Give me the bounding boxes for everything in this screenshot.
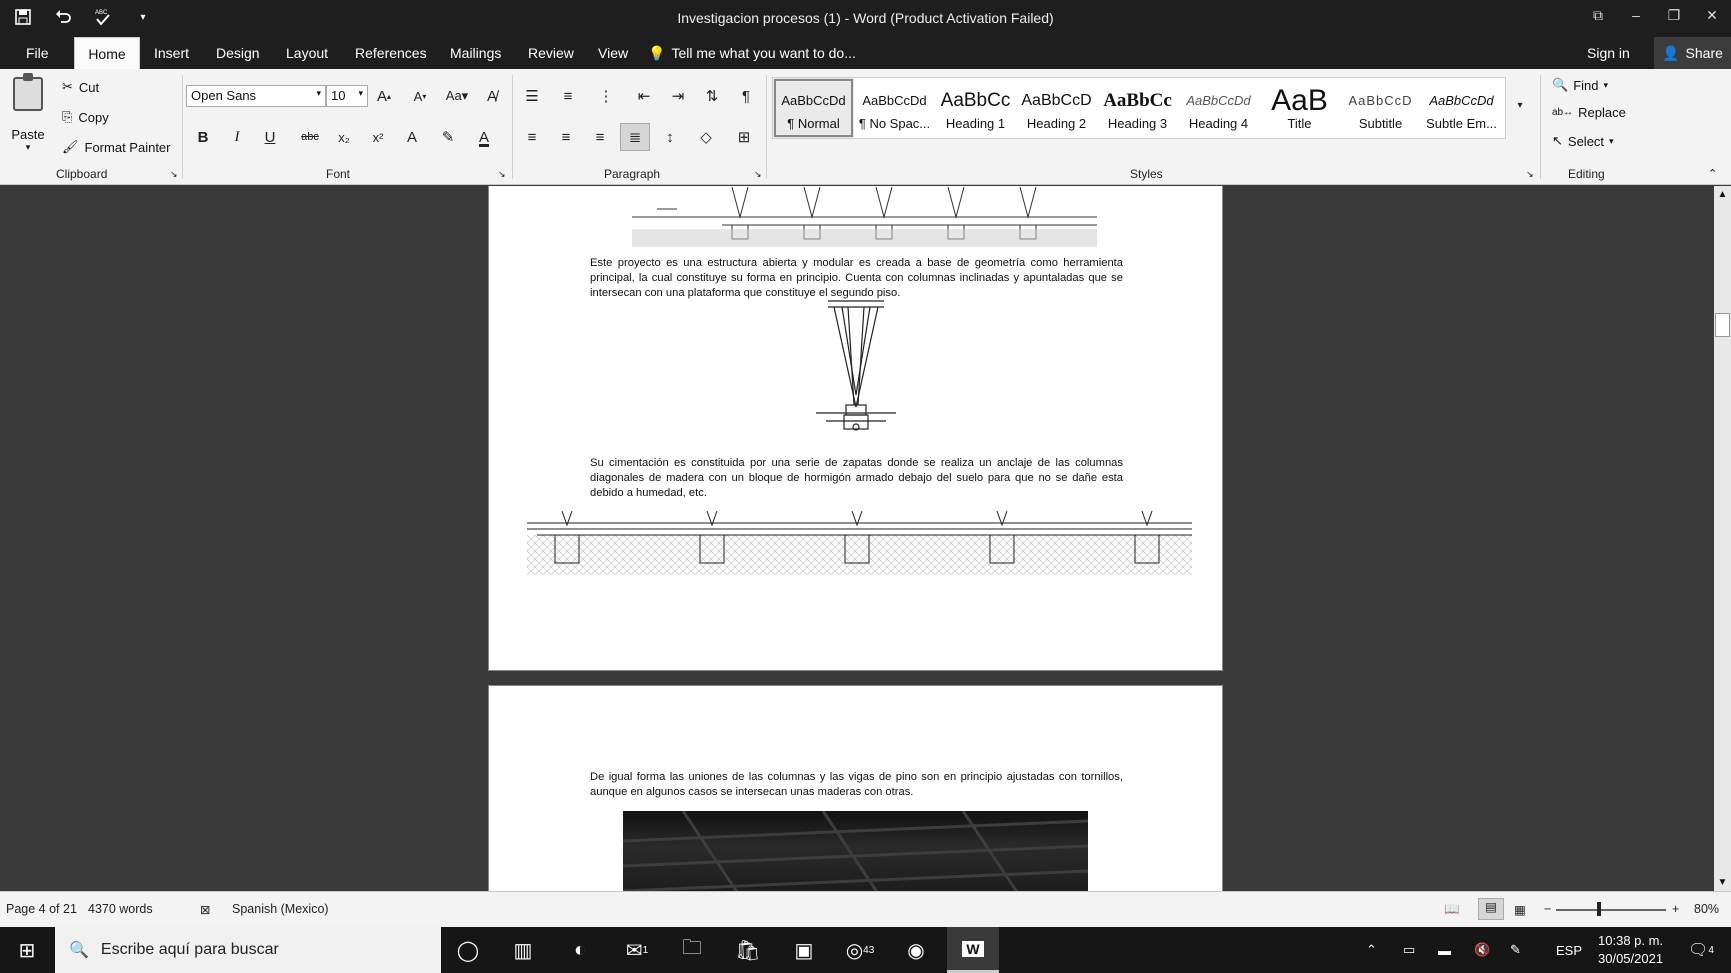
foundation-section-figure (527, 511, 1192, 577)
align-left-icon[interactable]: ≡ (527, 128, 537, 146)
chevron-down-icon[interactable]: ▾ (358, 88, 363, 98)
style-heading-1[interactable] (935, 78, 1016, 138)
format-painter-button[interactable] (62, 139, 171, 155)
file-explorer-icon[interactable]: 🗀 (682, 937, 702, 959)
page-count[interactable]: Page 4 of 21 (6, 902, 77, 916)
change-case-icon[interactable]: Aa▾ (445, 88, 469, 103)
style-heading-2[interactable] (1016, 78, 1097, 138)
whatsapp-badge: 43 (863, 944, 875, 956)
font-size-value: 10 (331, 88, 346, 103)
mail-badge: 1 (642, 944, 649, 956)
language-indicator[interactable]: Spanish (Mexico) (232, 902, 329, 916)
tab-insert[interactable]: Insert (154, 45, 190, 61)
bullets-icon[interactable]: ☰ (525, 88, 539, 105)
ribbon-display-icon[interactable]: ⧉ (1593, 6, 1603, 23)
zoom-slider[interactable] (1556, 909, 1666, 911)
word-taskbar-icon[interactable]: W (947, 927, 999, 973)
sort-icon[interactable]: ⇅ (705, 88, 719, 105)
chevron-down-icon[interactable]: ▾ (316, 88, 321, 98)
ribbon-home (0, 69, 1731, 185)
style-preview: AaBbCc (940, 89, 1011, 111)
vertical-scrollbar[interactable] (1714, 186, 1731, 891)
style-preview: AaBbCcD (1021, 91, 1092, 109)
cortana-icon[interactable]: ◯ (456, 939, 480, 962)
style-normal[interactable] (773, 78, 854, 138)
notifications-icon[interactable]: 🗨 4 (1688, 942, 1714, 959)
clock-date: 30/05/2021 (1598, 951, 1664, 966)
proofing-icon[interactable]: ⊠ (200, 903, 211, 917)
document-page[interactable] (488, 186, 1223, 671)
highlight-icon[interactable]: ✎ (441, 129, 455, 146)
svg-text:ABC: ABC (95, 10, 108, 16)
edge-icon[interactable]: ◐ (573, 938, 587, 961)
tab-file[interactable]: File (26, 45, 49, 61)
paste-dropdown-icon[interactable]: ▾ (25, 142, 31, 152)
search-icon: 🔍 (69, 942, 89, 959)
tab-mailings[interactable]: Mailings (450, 45, 502, 61)
style-name: ¶ No Spac... (858, 115, 931, 131)
clock-time: 10:38 p. m. (1598, 933, 1664, 948)
lightbulb-icon: 💡 (648, 45, 666, 61)
style-name: Heading 4 (1188, 115, 1249, 131)
document-canvas[interactable] (0, 186, 1714, 891)
style-heading-3[interactable] (1097, 78, 1178, 138)
decrease-indent-icon[interactable]: ⇤ (637, 88, 651, 105)
volume-muted-icon[interactable]: 🔇 (1474, 942, 1491, 957)
tab-design[interactable]: Design (216, 45, 260, 61)
paragraph-launcher-icon[interactable]: ↘ (754, 169, 762, 179)
paste-label: Paste (11, 127, 45, 142)
superscript-icon[interactable]: x² (372, 129, 384, 145)
battery-icon[interactable]: ▬ (1438, 942, 1451, 958)
increase-indent-icon[interactable]: ⇥ (671, 88, 685, 105)
scroll-up-icon[interactable]: ▲ (1717, 189, 1728, 200)
style-subtitle[interactable] (1340, 78, 1421, 138)
clipboard-launcher-icon[interactable]: ↘ (170, 169, 178, 179)
italic-icon[interactable]: I (234, 128, 240, 145)
mail-icon[interactable]: ✉ 1 (625, 939, 649, 962)
numbering-icon[interactable]: ≡ (563, 87, 573, 105)
style-preview: AaBbCcD (1348, 93, 1413, 108)
share-button[interactable] (1654, 37, 1731, 69)
paragraph[interactable]: Su cimentación es constituida por una serie de zapatas donde se realiza un anclaje de las columnas diagonales de madera con un bloque de hormigón armado debajo del suelo para que no se dañe esta debido a humedad, etc. (590, 457, 1123, 499)
font-launcher-icon[interactable]: ↘ (498, 169, 506, 179)
clock[interactable] (1598, 927, 1663, 973)
tab-home[interactable]: Home (74, 37, 140, 69)
window-title: Investigacion procesos (1) - Word (Product Activation Failed) (677, 10, 1054, 26)
copy-button[interactable] (62, 109, 109, 125)
style-preview: AaB (1271, 85, 1328, 116)
pen-icon[interactable]: ✎ (1510, 942, 1521, 957)
clear-formatting-icon[interactable]: A̸ (486, 87, 497, 105)
meet-now-icon[interactable]: ▭ (1403, 942, 1416, 957)
style-preview: AaBbCcDd (1186, 93, 1251, 108)
line-spacing-icon[interactable]: ↕ (666, 128, 674, 146)
chrome-icon[interactable]: ◉ (907, 939, 925, 962)
shrink-font-icon[interactable]: A ▾ (413, 88, 427, 104)
minimize-button[interactable]: – (1632, 7, 1640, 23)
structure-elevation-figure (632, 187, 1097, 247)
paragraph-group-label: Paragraph (604, 167, 661, 181)
search-icon: 🔍 (1552, 77, 1569, 92)
style-title[interactable] (1259, 78, 1340, 138)
align-center-icon[interactable]: ≡ (561, 128, 571, 146)
borders-icon[interactable]: ⊞ (737, 129, 751, 146)
tell-me-box[interactable] (648, 37, 856, 69)
underline-icon[interactable]: U (264, 128, 276, 146)
font-name-value: Open Sans (191, 88, 257, 103)
search-placeholder: Escribe aquí para buscar (100, 941, 279, 958)
font-name-input[interactable] (186, 85, 326, 107)
scissors-icon: ✂ (62, 79, 73, 94)
styles-group-label: Styles (1130, 167, 1163, 181)
zoom-slider-thumb[interactable] (1597, 902, 1601, 916)
task-view-icon[interactable]: ▥ (513, 939, 533, 962)
find-label: Find (1573, 77, 1599, 93)
zoom-out-icon[interactable]: − (1544, 902, 1552, 916)
style-preview: AaBbCc (1103, 89, 1172, 111)
chevron-down-icon[interactable]: ▾ (1603, 79, 1609, 90)
photo-image (623, 811, 1088, 891)
style-name: Heading 1 (945, 115, 1006, 131)
read-mode-icon[interactable]: 📖 (1444, 902, 1460, 916)
strikethrough-icon[interactable]: abc (301, 131, 319, 143)
font-size-input[interactable] (326, 85, 368, 107)
taskbar-search[interactable] (55, 927, 441, 973)
text-effects-icon[interactable]: A (406, 128, 417, 146)
style-name: Subtitle (1358, 115, 1403, 131)
shading-icon[interactable]: ◇ (700, 129, 712, 146)
customize-icon[interactable]: ▾ (140, 11, 146, 23)
zoom-in-icon[interactable]: + (1672, 902, 1680, 916)
find-button[interactable] (1552, 77, 1608, 93)
share-label: Share (1685, 45, 1723, 61)
restore-button[interactable]: ❐ (1667, 6, 1681, 23)
font-group-label: Font (326, 167, 351, 181)
justify-icon[interactable]: ≣ (620, 123, 650, 151)
grow-font-icon[interactable]: A ▴ (376, 87, 392, 105)
close-button[interactable]: ✕ (1706, 6, 1718, 23)
style-preview: AaBbCcDd (862, 93, 927, 108)
collapse-ribbon-icon[interactable]: ⌃ (1708, 168, 1718, 180)
style-preview: AaBbCcDd (1429, 93, 1494, 108)
chevron-down-icon[interactable]: ▾ (1609, 135, 1614, 146)
show-hidden-icons[interactable]: ⌃ (1366, 942, 1377, 957)
brush-icon: 🖌 (62, 139, 79, 154)
sign-in-link[interactable]: Sign in (1587, 45, 1630, 61)
input-language[interactable]: ESP (1556, 942, 1583, 958)
style-name: Subtle Em... (1426, 115, 1497, 131)
style-preview: AaBbCcDd (781, 93, 846, 108)
style-subtle-emphasis[interactable] (1421, 78, 1502, 138)
whatsapp-icon[interactable]: ◎ 43 (845, 939, 875, 962)
print-layout-icon[interactable]: ▤ (1478, 898, 1504, 920)
tab-review[interactable]: Review (528, 45, 574, 61)
tell-me-text: Tell me what you want to do... (671, 45, 856, 61)
paragraph[interactable]: Este proyecto es una estructura abierta y modular es creada a base de geometría como herramienta principal, la cual constituye su forma en principio. Cuenta con columnas inclinadas y apuntaladas que se intersecan con una plataforma que constituye el segundo piso. (590, 257, 1123, 299)
cut-label: Cut (78, 79, 100, 95)
clipboard-group-label: Clipboard (56, 167, 108, 181)
title-bar (0, 0, 1731, 37)
subscript-icon[interactable]: x₂ (338, 129, 350, 145)
windows-start-icon[interactable]: ⊞ (18, 939, 36, 962)
taskbar (0, 927, 1731, 973)
style-name: Heading 3 (1107, 115, 1168, 131)
bold-icon[interactable]: B (197, 128, 209, 146)
store-icon[interactable]: 🛍 (735, 939, 761, 962)
align-right-icon[interactable]: ≡ (595, 128, 605, 146)
web-layout-icon[interactable]: ▦ (1514, 903, 1526, 917)
cursor-icon: ↖ (1552, 133, 1563, 148)
multilevel-list-icon[interactable]: ⋮ (598, 88, 614, 105)
style-name: Title (1287, 115, 1312, 131)
font-color-icon[interactable]: A (478, 128, 489, 146)
notification-count: 4 (1708, 944, 1714, 956)
column-detail-figure (816, 295, 896, 435)
person-icon: 👤 (1662, 44, 1680, 61)
copy-icon: ⎘ (62, 109, 73, 124)
styles-launcher-icon[interactable]: ↘ (1526, 169, 1534, 179)
scrollbar-thumb[interactable] (1715, 313, 1730, 337)
replace-label: Replace (1578, 105, 1626, 120)
ribbon-tabs (0, 37, 1731, 69)
format-painter-label: Format Painter (84, 139, 171, 155)
paste-icon (13, 77, 43, 111)
word-count[interactable]: 4370 words (88, 902, 153, 916)
select-label: Select (1567, 133, 1605, 149)
pilcrow-icon[interactable]: ¶ (741, 87, 751, 105)
document-page[interactable] (488, 685, 1223, 891)
status-bar (0, 891, 1731, 927)
styles-more-icon[interactable]: ▾ (1517, 99, 1523, 111)
tab-view[interactable]: View (598, 45, 629, 61)
paragraph[interactable]: De igual forma las uniones de las columnas y las vigas de pino son en principio ajustadas con tornillos, aunque en algunos casos se intersecan unas maderas con otras. (590, 771, 1123, 798)
cut-button[interactable] (62, 79, 99, 95)
style-no-spacing[interactable] (854, 78, 935, 138)
app-icon[interactable]: ▣ (794, 939, 814, 962)
scroll-down-icon[interactable]: ▼ (1717, 877, 1728, 888)
style-name: ¶ Normal (787, 115, 840, 131)
style-name: Heading 2 (1026, 115, 1087, 131)
tab-references[interactable]: References (355, 45, 427, 61)
tab-layout[interactable]: Layout (286, 45, 329, 61)
style-heading-4[interactable] (1178, 78, 1259, 138)
zoom-level[interactable]: 80% (1694, 902, 1720, 916)
paste-button[interactable] (8, 77, 48, 153)
replace-button[interactable] (1552, 105, 1626, 120)
styles-gallery (772, 77, 1506, 139)
select-button[interactable] (1552, 133, 1614, 149)
editing-group-label: Editing (1568, 167, 1605, 181)
replace-icon: ab↔ (1552, 107, 1574, 118)
copy-label: Copy (78, 109, 109, 125)
